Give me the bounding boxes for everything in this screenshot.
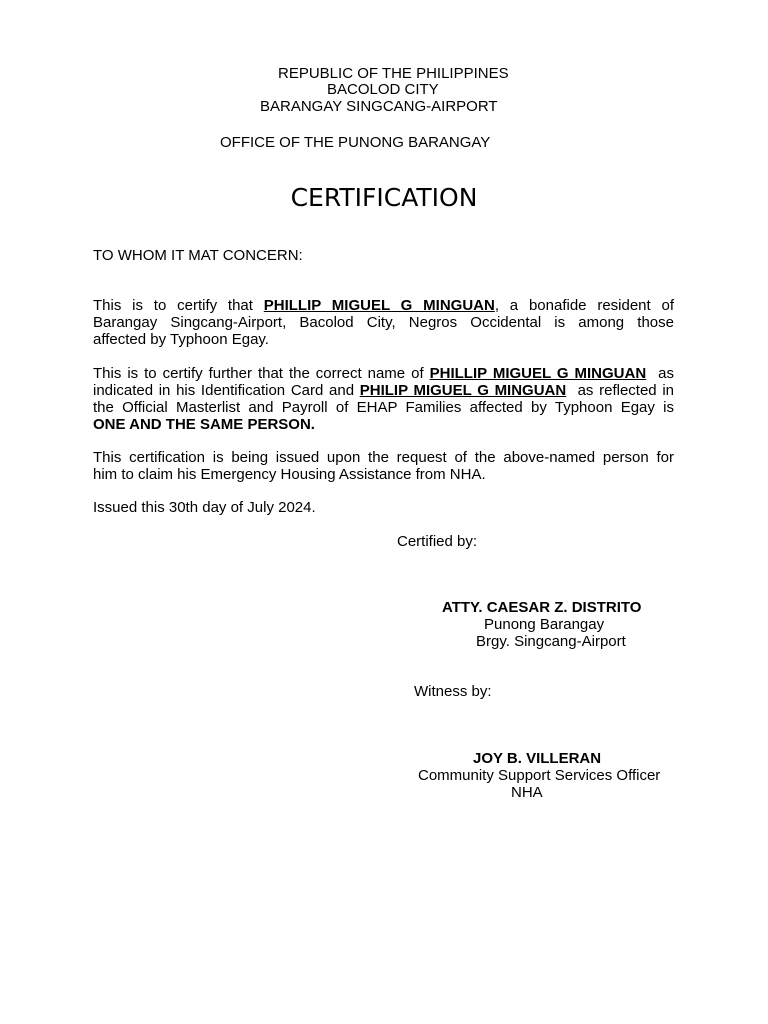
header-office: OFFICE OF THE PUNONG BARANGAY	[220, 134, 491, 151]
document-title: CERTIFICATION	[290, 183, 478, 212]
paragraph-further-line1: This is to certify further that the correct name of PHILLIP MIGUEL G MINGUAN as	[93, 365, 674, 382]
paragraph-certify-line2: Barangay Singcang-Airport, Bacolod City, Negros Occidental is among those	[93, 314, 674, 331]
witness-office: NHA	[511, 784, 543, 801]
witness-by-label: Witness by:	[414, 683, 492, 700]
resident-name: PHILLIP MIGUEL G MINGUAN	[263, 297, 495, 314]
paragraph-purpose-line2: him to claim his Emergency Housing Assistance from NHA.	[93, 466, 486, 483]
paragraph-certify-line1: This is to certify that PHILLIP MIGUEL G MINGUAN, a bonafide resident of	[93, 297, 675, 314]
paragraph-further-line3: the Official Masterlist and Payroll of EHAP Families affected by Typhoon Egay is	[93, 399, 674, 416]
certifier-position: Punong Barangay	[484, 616, 605, 633]
paragraph-purpose	[93, 449, 674, 483]
paragraph-certify-line3: affected by Typhoon Egay.	[93, 331, 269, 348]
witness-position: Community Support Services Officer	[418, 767, 661, 784]
paragraph-certify	[93, 297, 674, 348]
certified-by-label: Certified by:	[397, 533, 478, 550]
header-barangay: BARANGAY SINGCANG-AIRPORT	[260, 98, 498, 115]
correct-name: PHILLIP MIGUEL G MINGUAN	[429, 365, 647, 382]
certifier-office: Brgy. Singcang-Airport	[476, 633, 626, 650]
issued-date: Issued this 30th day of July 2024.	[93, 499, 316, 516]
header-republic: REPUBLIC OF THE PHILIPPINES	[278, 65, 509, 82]
salutation: TO WHOM IT MAT CONCERN:	[93, 247, 303, 264]
paragraph-certify-further	[93, 365, 674, 433]
paragraph-purpose-line1: This certification is being issued upon the request of the above-named person for	[93, 449, 674, 466]
masterlist-name: PHILIP MIGUEL G MINGUAN	[359, 382, 567, 399]
paragraph-further-line2: indicated in his Identification Card and PHILIP MIGUEL G MINGUAN as reflected in	[93, 382, 674, 399]
header-city: BACOLOD CITY	[327, 81, 439, 98]
certifier-name: ATTY. CAESAR Z. DISTRITO	[442, 599, 642, 616]
same-person-statement: ONE AND THE SAME PERSON.	[93, 416, 315, 433]
witness-name: JOY B. VILLERAN	[473, 750, 602, 767]
